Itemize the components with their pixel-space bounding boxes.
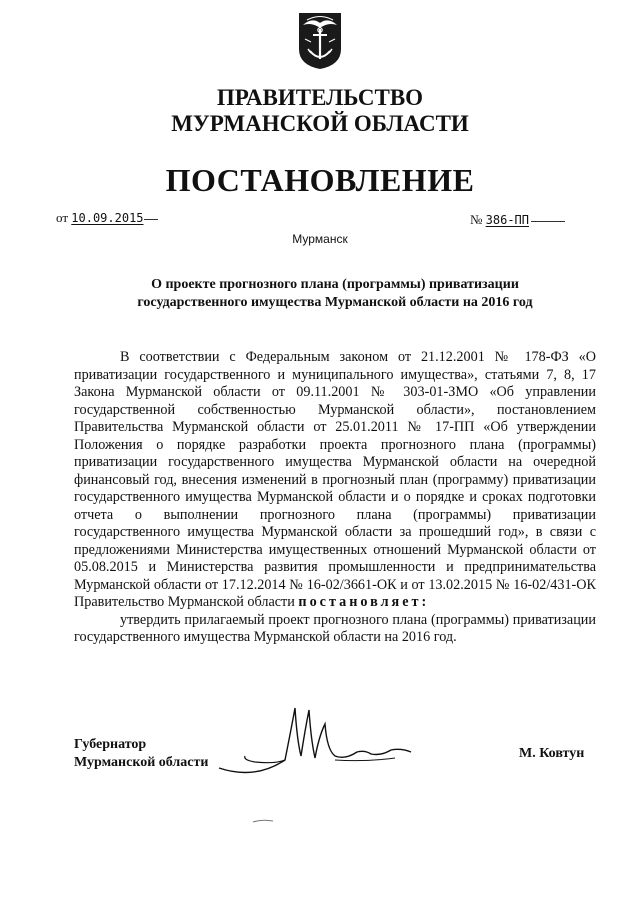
subject-line1: О проекте прогнозного плана (программы) приватизации	[151, 277, 519, 292]
stray-mark	[252, 818, 274, 824]
body-paragraph-1	[74, 349, 596, 612]
handwritten-signature	[215, 700, 415, 782]
signatory-name: М. Ковтун	[519, 746, 585, 761]
city: Мурманск	[292, 232, 348, 246]
document-type: ПОСТАНОВЛЕНИЕ	[165, 162, 475, 198]
resolves-word: постановляет:	[298, 594, 430, 610]
organization-title-line2: МУРМАНСКОЙ ОБЛАСТИ	[171, 111, 469, 136]
organization-title-line1: ПРАВИТЕЛЬСТВО	[216, 85, 424, 110]
document-subject	[90, 276, 580, 312]
body-paragraph-2: утвердить прилагаемый проект прогнозного плана (программы) приватизации государственного имущества Мурманской области на 2016 год.	[74, 611, 596, 645]
number-blank-line	[531, 221, 565, 222]
date-line	[56, 210, 158, 226]
number-line	[470, 212, 565, 228]
date-prefix: от	[56, 210, 69, 225]
number-value: 386-ПП	[485, 213, 530, 227]
number-prefix: №	[470, 212, 483, 227]
document-body	[74, 349, 596, 647]
signatory-title	[74, 736, 208, 772]
organization-title	[0, 85, 640, 137]
date-value: 10.09.2015	[71, 211, 144, 225]
signatory-title-line1: Губернатор	[74, 737, 147, 752]
signatory-title-line2: Мурманской области	[74, 755, 209, 770]
date-blank-line	[144, 219, 158, 220]
subject-line2: государственного имущества Мурманской области на 2016 год	[137, 295, 533, 310]
body-paragraph-1-text: В соответствии с Федеральным законом от 21.12.2001 № 178-ФЗ «О приватизации государственного и муниципального имущества», статьями 7, 8, 17 Закона Мурманской области от 09.11.2001 № 303-01-ЗМО «Об управлении государственной собственностью Мурманской области», постановлением Правительства Мурманской области от 25.01.2011 № 17-ПП «Об утверждении Положения о порядке разработки проекта прогнозного плана (программы) приватизации государственного имущества Мурманской области на очередной финансовый год, внесения изменений в прогнозный план (программу) приватизации государственного имущества Мурманской области и о порядке и сроках подготовки отчета о выполнении прогнозного плана (программы) приватизации государственного имущества Мурманской области за прошедший год», в связи с предложениями Министерства имущественных отношений Мурманской области от 05.08.2015 и Министерства развития промышленности и предпринимательства Мурманской области от 17.12.2014 № 16-02/3661-ОК и от 13.02.2015 № 16-02/431-ОК Правительство Мурманской области	[74, 349, 596, 610]
coat-of-arms-icon	[297, 11, 343, 71]
